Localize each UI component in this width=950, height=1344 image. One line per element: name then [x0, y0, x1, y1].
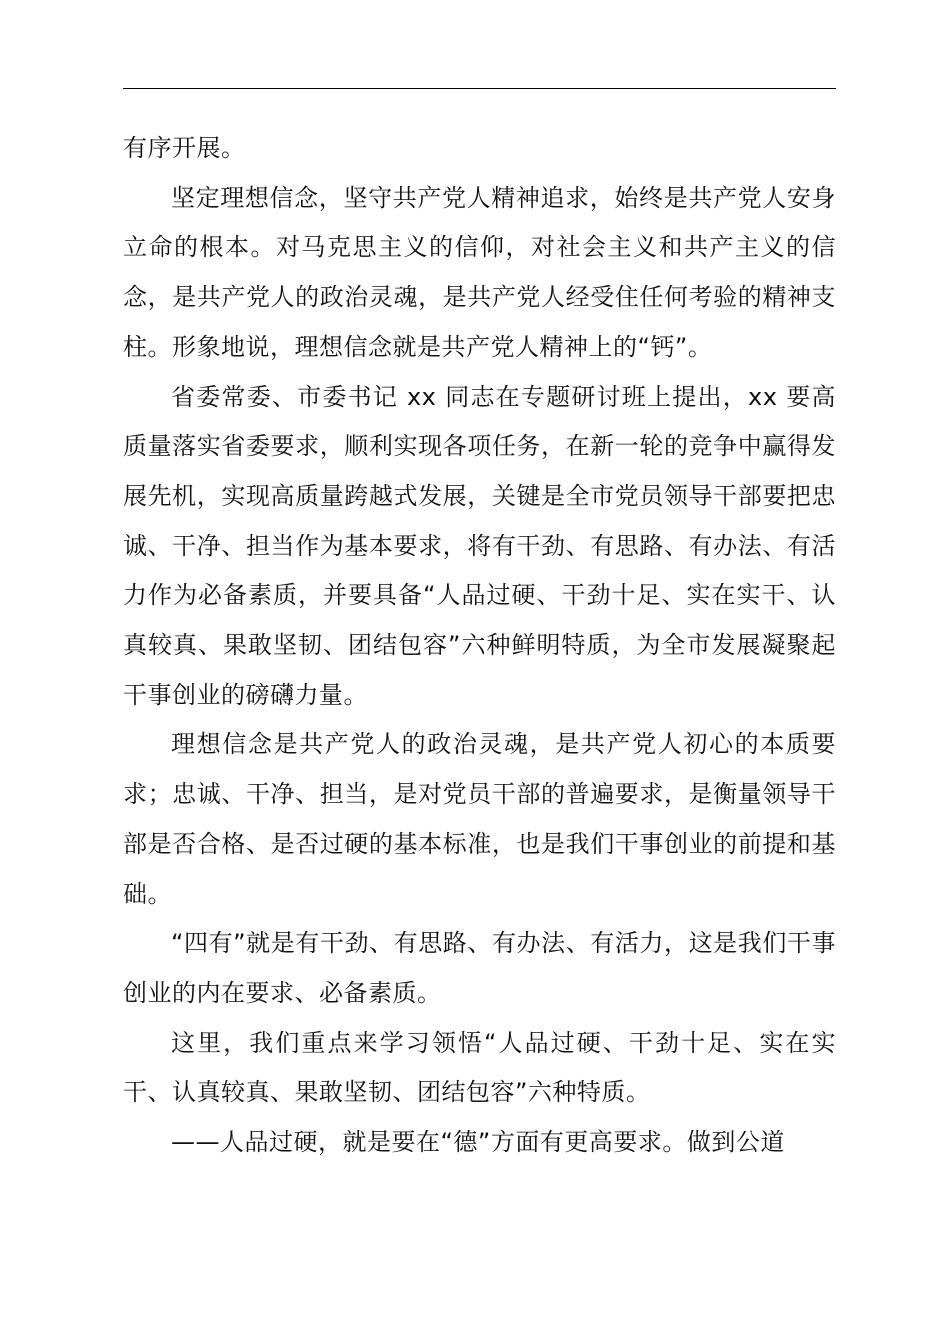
paragraph-ideals-belief: 坚定理想信念，坚守共产党人精神追求，始终是共产党人安身立命的根本。对马克思主义的信仰，对社会主义和共产主义的信念，是共产党人的政治灵魂，是共产党人经受住任何考验的精神支柱。形象地说，理想信念就是共产党人精神上的“钙”。 — [123, 183, 836, 361]
header-rule — [123, 88, 836, 89]
paragraph-four-haves: “四有”就是有干劲、有思路、有办法、有活力，这是我们干事创业的内在要求、必备素质。 — [123, 929, 836, 1007]
paragraph-six-traits: 这里，我们重点来学习领悟“人品过硬、干劲十足、实在实干、认真较真、果敢坚韧、团结包容”六种特质。 — [123, 1028, 836, 1107]
document-body — [123, 124, 836, 1168]
paragraph-secretary-speech: 省委常委、市委书记 xx 同志在专题研讨班上提出，xx 要高质量落实省委要求，顺利实现各项任务，在新一轮的竞争中赢得发展先机，实现高质量跨越式发展，关键是全市党员领导干部要把忠诚、干净、担当作为基本要求，将有干劲、有思路、有办法、有活力作为必备素质，并要具备“人品过硬、干劲十足、实在实干、认真较真、果敢坚韧、团结包容”六种鲜明特质，为全市发展凝聚起干事创业的磅礴力量。 — [123, 382, 836, 709]
paragraph-loyalty-clean-responsible: 理想信念是共产党人的政治灵魂，是共产党人初心的本质要求；忠诚、干净、担当，是对党员干部的普遍要求，是衡量领导干部是否合格、是否过硬的基本标准，也是我们干事创业的前提和基础。 — [123, 730, 836, 908]
paragraph-character: ——人品过硬，就是要在“德”方面有更高要求。做到公道 — [171, 1128, 785, 1157]
paragraph-continuation: 有序开展。 — [123, 134, 246, 162]
